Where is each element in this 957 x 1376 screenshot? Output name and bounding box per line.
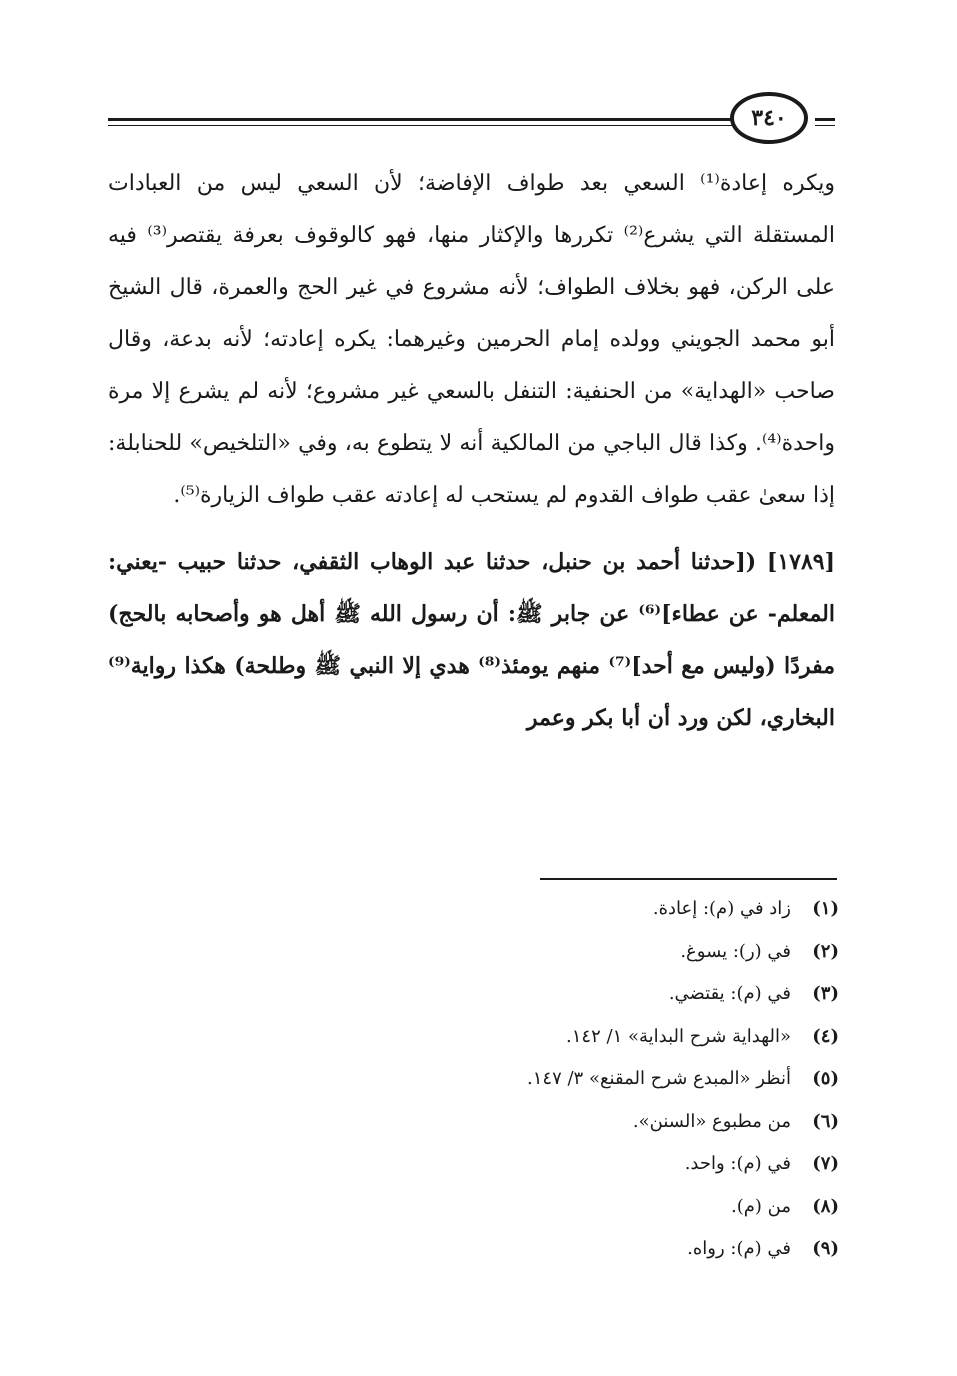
footnote-number: (٢) [812,940,839,962]
page-header [108,92,835,152]
footnote-item [199,1143,839,1186]
footnote-item [199,1058,839,1101]
footnote-number: (٨) [812,1195,839,1217]
paragraph-hadith-1789: [١٧٨٩] ([حدثنا أحمد بن حنبل، حدثنا عبد الوهاب الثقفي، حدثنا حبيب -يعني: المعلم- عن عطاء]⁽⁶⁾ عن جابر ﷺ: أن رسول الله ﷺ أهل هو وأصحابه بالحج) مفردًا (وليس مع أحد]⁽⁷⁾ منهم يومئذ⁽⁸⁾ هدي إلا النبي ﷺ وطلحة) هكذا رواية⁽⁹⁾ البخاري، لكن ورد أن أبا بكر وعمر [108,549,836,731]
footnote-number: (٤) [812,1025,839,1047]
footnote-item [199,973,839,1016]
footnote-item [199,1228,839,1271]
footnote-text: زاد في (م): إعادة. [652,898,791,919]
footnote-text: في (ر): يسوغ. [680,940,791,962]
footnote-text: أنظر «المبدع شرح المقنع» ٣/ ١٤٧. [527,1068,791,1089]
footnote-item [199,931,839,974]
footnote-item [199,888,839,931]
footnote-text: في (م): رواه. [687,1238,791,1259]
footnote-number: (٩) [812,1238,839,1259]
footnotes-list [199,888,839,1271]
paragraph-sai: ويكره إعادة⁽¹⁾ السعي بعد طواف الإفاضة؛ لأن السعي ليس من العبادات المستقلة التي يشرع⁽²⁾ تكررها والإكثار منها، فهو كالوقوف بعرفة يقتصر⁽³⁾ فيه على الركن، فهو بخلاف الطواف؛ لأنه مشروع في غير الحج والعمرة، قال الشيخ أبو محمد الجويني وولده إمام الحرمين وغيرهما: يكره إعادته؛ لأنه بدعة، وقال صاحب «الهداية» من الحنفية: التنفل بالسعي غير مشروع؛ لأنه لم يشرع إلا مرة واحدة⁽⁴⁾. وكذا قال الباجي من المالكية أنه لا يتطوع به، وفي «التلخيص» للحنابلة: إذا سعىٰ عقب طواف القدوم لم يستحب له إعادته عقب طواف الزيارة⁽⁵⁾. [108,171,835,508]
header-rule-thin [108,125,748,126]
footnote-item [199,1101,839,1144]
footnote-text: من مطبوع «السنن». [632,1110,791,1132]
footnote-text: من (م). [731,1195,791,1217]
header-rule-right [815,118,835,121]
footnote-text: في (م): يقتضي. [668,983,791,1004]
footnote-number: (٧) [812,1153,839,1174]
footnote-text: في (م): واحد. [684,1153,791,1174]
footnote-number: (٥) [812,1068,839,1089]
footnote-number: (٣) [812,983,839,1004]
header-rule [108,118,748,121]
footnote-text: «الهداية شرح البداية» ١/ ١٤٢. [566,1025,791,1047]
header-rule-right-thin [815,125,835,126]
page-number: ٣٤٠ [730,92,808,144]
footnote-number: (١) [812,898,839,919]
footnote-number: (٦) [812,1110,839,1132]
footnote-item [199,1016,839,1059]
footnote-separator [540,878,837,880]
footnote-item [199,1186,839,1229]
main-text [108,158,835,744]
